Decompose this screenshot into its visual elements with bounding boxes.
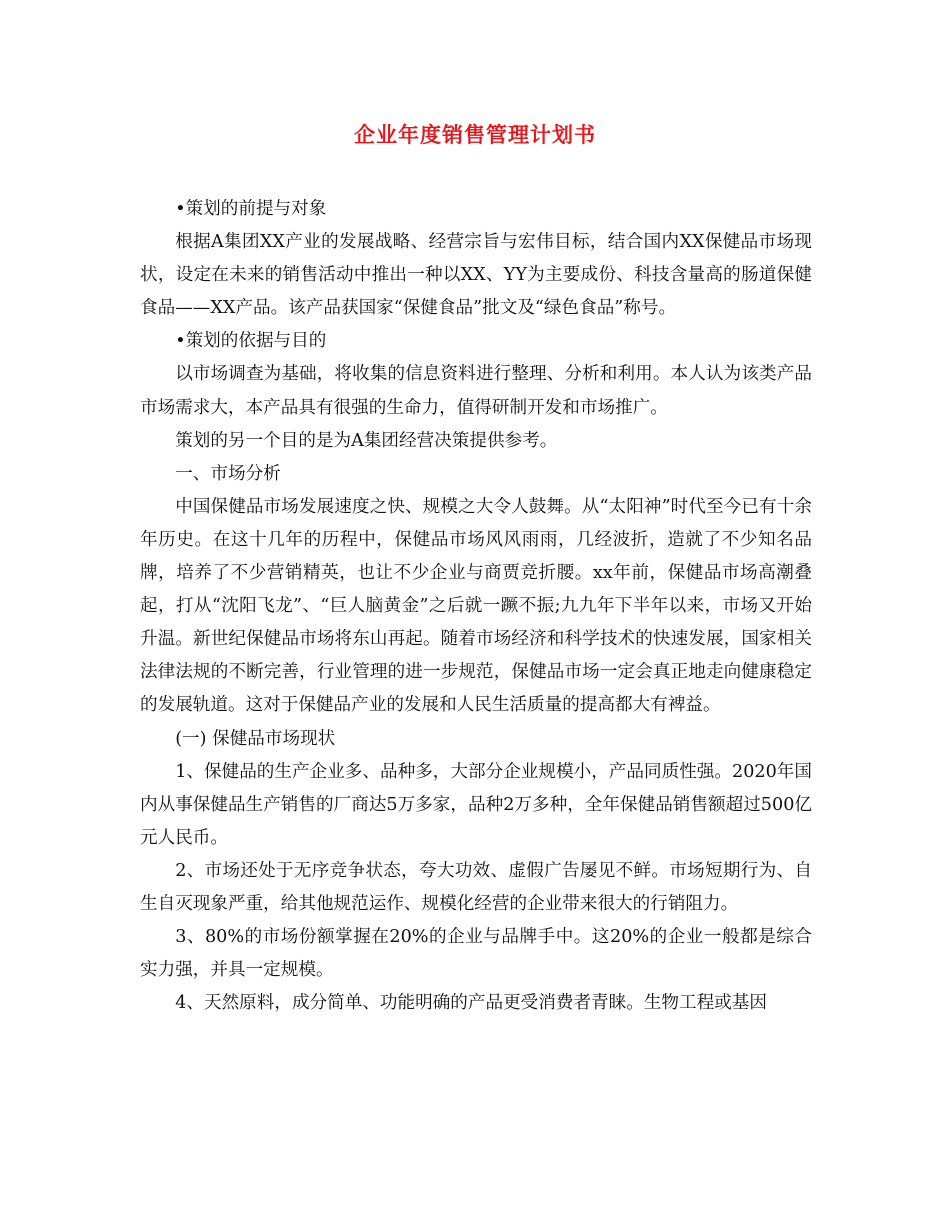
list-item-1: 1、保健品的生产企业多、品种多，大部分企业规模小，产品同质性强。2020年国内从事保健品生产销售的厂商达5万多家，品种2万多种，全年保健品销售额超过500亿元人民币。 <box>140 761 812 848</box>
document-title: 企业年度销售管理计划书 <box>354 122 596 147</box>
section-heading-basis: •策划的依据与目的 <box>175 331 327 352</box>
section-heading-premise: •策划的前提与对象 <box>175 199 327 219</box>
paragraph-basis: 以市场调查为基础，将收集的信息资料进行整理、分析和利用。本人认为该类产品市场需求大，本产品具有很强的生命力，值得研制开发和市场推广。 <box>140 364 812 418</box>
list-item-3: 3、80%的市场份额掌握在20%的企业与品牌手中。这20%的企业一般都是综合实力强，并具一定规模。 <box>140 927 812 981</box>
document-body <box>140 193 812 1020</box>
section-heading-market-analysis: 一、市场分析 <box>175 463 281 484</box>
list-item-2: 2、市场还处于无序竞争状态，夸大功效、虚假广告屡见不鲜。市场短期行为、自生自灭现象严重，给其他规范运作、规模化经营的企业带来很大的行销阻力。 <box>140 860 812 914</box>
list-item-4: 4、天然原料，成分简单、功能明确的产品更受消费者青睐。生物工程或基因 <box>175 993 767 1014</box>
paragraph-market-analysis: 中国保健品市场发展速度之快、规模之大令人鼓舞。从“太阳神”时代至今已有十余年历史。在这十几年的历程中，保健品市场风风雨雨，几经波折，造就了不少知名品牌，培养了不少营销精英，也让不少企业与商贾竞折腰。xx年前，保健品市场高潮叠起，打从“沈阳飞龙”、“巨人脑黄金”之后就一蹶不振;九九年下半年以来，市场又开始升温。新世纪保健品市场将东山再起。随着市场经济和科学技术的快速发展，国家相关法律法规的不断完善，行业管理的进一步规范，保健品市场一定会真正地走向健康稳定的发展轨道。这对于保健品产业的发展和人民生活质量的提高都大有裨益。 <box>140 496 812 716</box>
paragraph-premise: 根据A集团XX产业的发展战略、经营宗旨与宏伟目标，结合国内XX保健品市场现状，设定在未来的销售活动中推出一种以XX、YY为主要成份、科技含量高的肠道保健食品——XX产品。该产品获国家“保健食品”批文及“绿色食品”称号。 <box>140 232 812 319</box>
subsection-heading-market-status: (一) 保健品市场现状 <box>175 728 336 749</box>
paragraph-purpose: 策划的另一个目的是为A集团经营决策提供参考。 <box>175 430 558 451</box>
